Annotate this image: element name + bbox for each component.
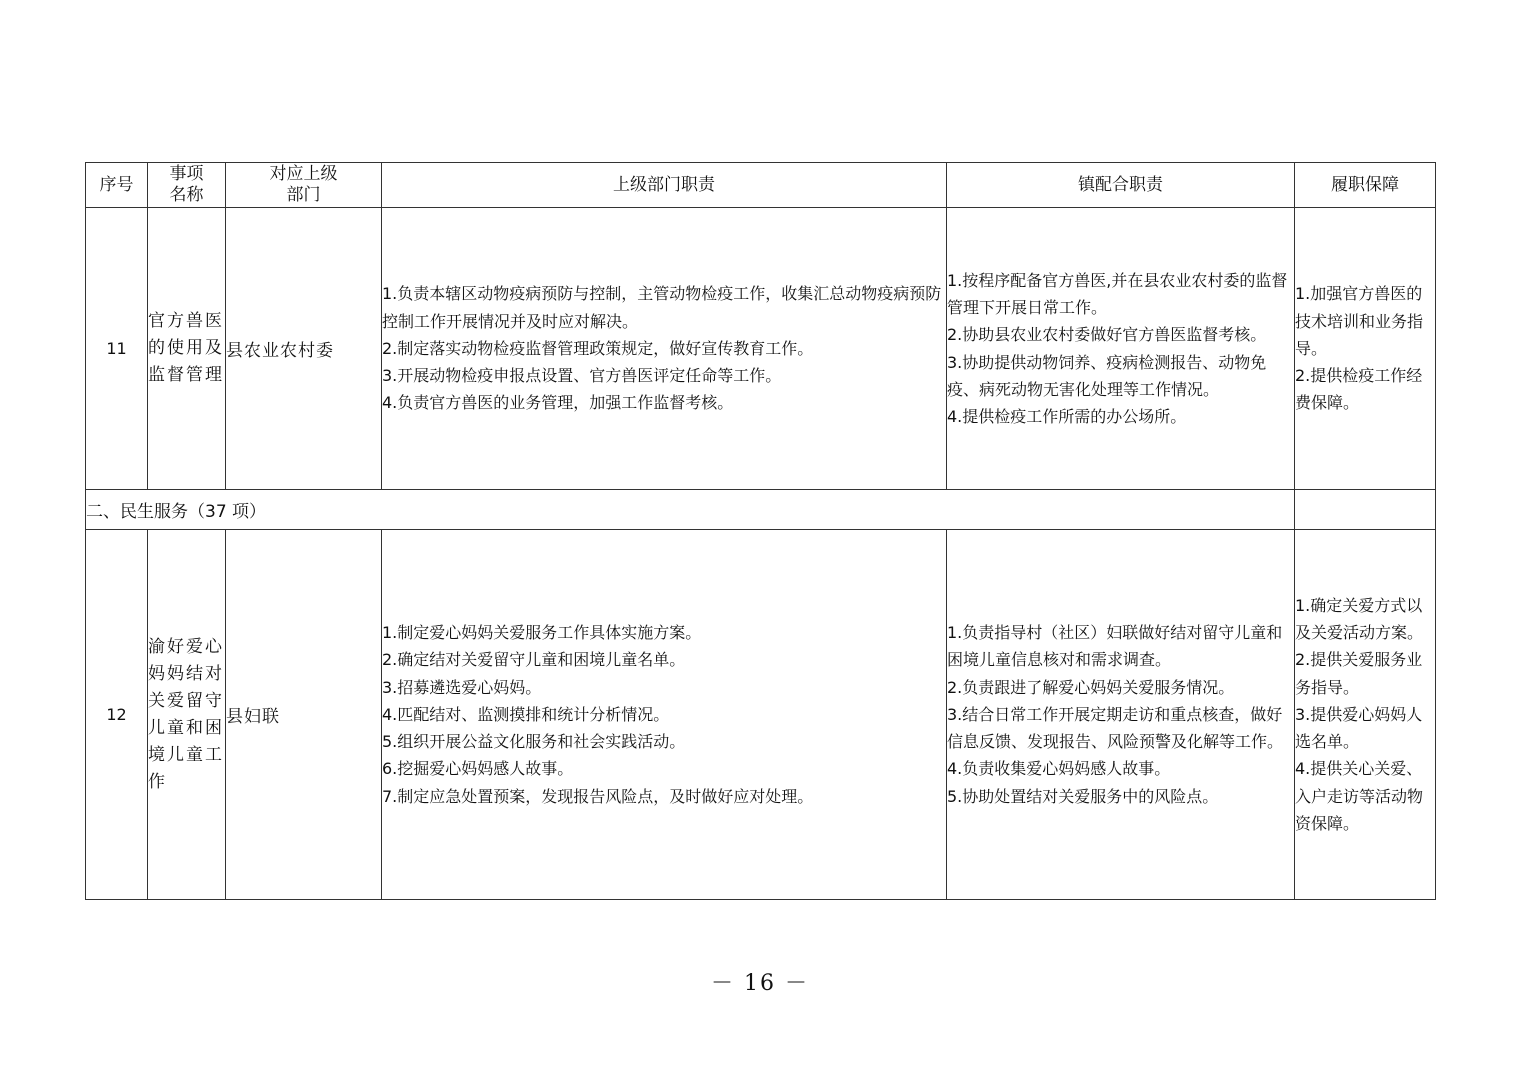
row11-upper-item-1: 1.负责本辖区动物疫病预防与控制，主管动物检疫工作，收集汇总动物疫病预防控制工作开展情况并及时应对解决。 (382, 284, 942, 331)
row12-upper-item-6: 6.挖掘爱心妈妈感人故事。 (382, 759, 574, 779)
row12-guarantee-item-2: 2.提供关爱服务业务指导。 (1295, 650, 1423, 697)
row12-town-item-3: 3.结合日常工作开展定期走访和重点核查，做好信息反馈、发现报告、风险预警及化解等工作。 (947, 704, 1284, 752)
row11-item-name: 官方兽医的使用及监督管理 (148, 208, 226, 490)
duty-table (85, 162, 1436, 900)
header-upper-duty: 上级部门职责 (382, 163, 947, 208)
row12-town-item-5: 5.协助处置结对关爱服务中的风险点。 (947, 786, 1219, 806)
header-guarantee: 履职保障 (1295, 163, 1436, 208)
row12-town-duty (947, 530, 1295, 900)
page-number: － 16 － (711, 971, 809, 996)
header-town-duty: 镇配合职责 (947, 163, 1295, 208)
table-row-12 (86, 530, 1436, 900)
row11-town-item-4: 4.提供检疫工作所需的办公场所。 (947, 406, 1187, 426)
row11-town-duty (947, 208, 1295, 490)
row12-guarantee-item-1: 1.确定关爱方式以及关爱活动方案。 (1295, 596, 1424, 643)
row11-upper-item-4: 4.负责官方兽医的业务管理，加强工作监督考核。 (382, 393, 734, 413)
row11-town-item-3: 3.协助提供动物饲养、疫病检测报告、动物免疫、病死动物无害化处理等工作情况。 (947, 352, 1267, 399)
section-title: 二、民生服务（37 项） (86, 490, 1295, 530)
row11-guarantee-item-1: 1.加强官方兽医的技术培训和业务指导。 (1295, 284, 1424, 358)
row12-upper-item-7: 7.制定应急处置预案，发现报告风险点，及时做好应对处理。 (382, 786, 814, 806)
row11-guarantee-item-2: 2.提供检疫工作经费保障。 (1295, 366, 1423, 413)
row12-upper-item-3: 3.招募遴选爱心妈妈。 (382, 677, 542, 697)
row11-upper-item-2: 2.制定落实动物检疫监督管理政策规定，做好宣传教育工作。 (382, 338, 814, 358)
row11-dept: 县农业农村委 (226, 208, 382, 490)
row12-guarantee (1295, 530, 1436, 900)
header-seq: 序号 (86, 163, 148, 208)
row12-item-name: 渝好爱心妈妈结对关爱留守儿童和困境儿童工作 (148, 530, 226, 900)
section-empty-cell (1295, 490, 1436, 530)
row11-seq: 11 (86, 208, 148, 490)
row12-guarantee-item-4: 4.提供关心关爱、入户走访等活动物资保障。 (1295, 759, 1424, 833)
row12-upper-item-2: 2.确定结对关爱留守儿童和困境儿童名单。 (382, 650, 686, 670)
row11-upper-duty (382, 208, 947, 490)
row12-town-item-2: 2.负责跟进了解爱心妈妈关爱服务情况。 (947, 677, 1235, 697)
header-dept: 对应上级部门 (226, 163, 382, 208)
row12-upper-item-1: 1.制定爱心妈妈关爱服务工作具体实施方案。 (382, 623, 702, 643)
row11-upper-item-3: 3.开展动物检疫申报点设置、官方兽医评定任命等工作。 (382, 366, 782, 386)
row12-town-item-1: 1.负责指导村（社区）妇联做好结对留守儿童和困境儿童信息核对和需求调查。 (947, 623, 1283, 670)
row12-upper-duty (382, 530, 947, 900)
row12-dept: 县妇联 (226, 530, 382, 900)
row12-town-item-4: 4.负责收集爱心妈妈感人故事。 (947, 759, 1171, 779)
row12-upper-item-5: 5.组织开展公益文化服务和社会实践活动。 (382, 732, 686, 752)
header-item-name: 事项名称 (148, 163, 226, 208)
section-row (86, 490, 1436, 530)
row12-guarantee-item-3: 3.提供爱心妈妈人选名单。 (1295, 704, 1423, 752)
row11-town-item-2: 2.协助县农业农村委做好官方兽医监督考核。 (947, 325, 1267, 345)
row11-town-item-1: 1.按程序配备官方兽医,并在县农业农村委的监督管理下开展日常工作。 (947, 270, 1288, 318)
row11-guarantee (1295, 208, 1436, 490)
row12-upper-item-4: 4.匹配结对、监测摸排和统计分析情况。 (382, 704, 670, 724)
table-header-row (86, 163, 1436, 208)
row12-seq: 12 (86, 530, 148, 900)
table-row-11 (86, 208, 1436, 490)
